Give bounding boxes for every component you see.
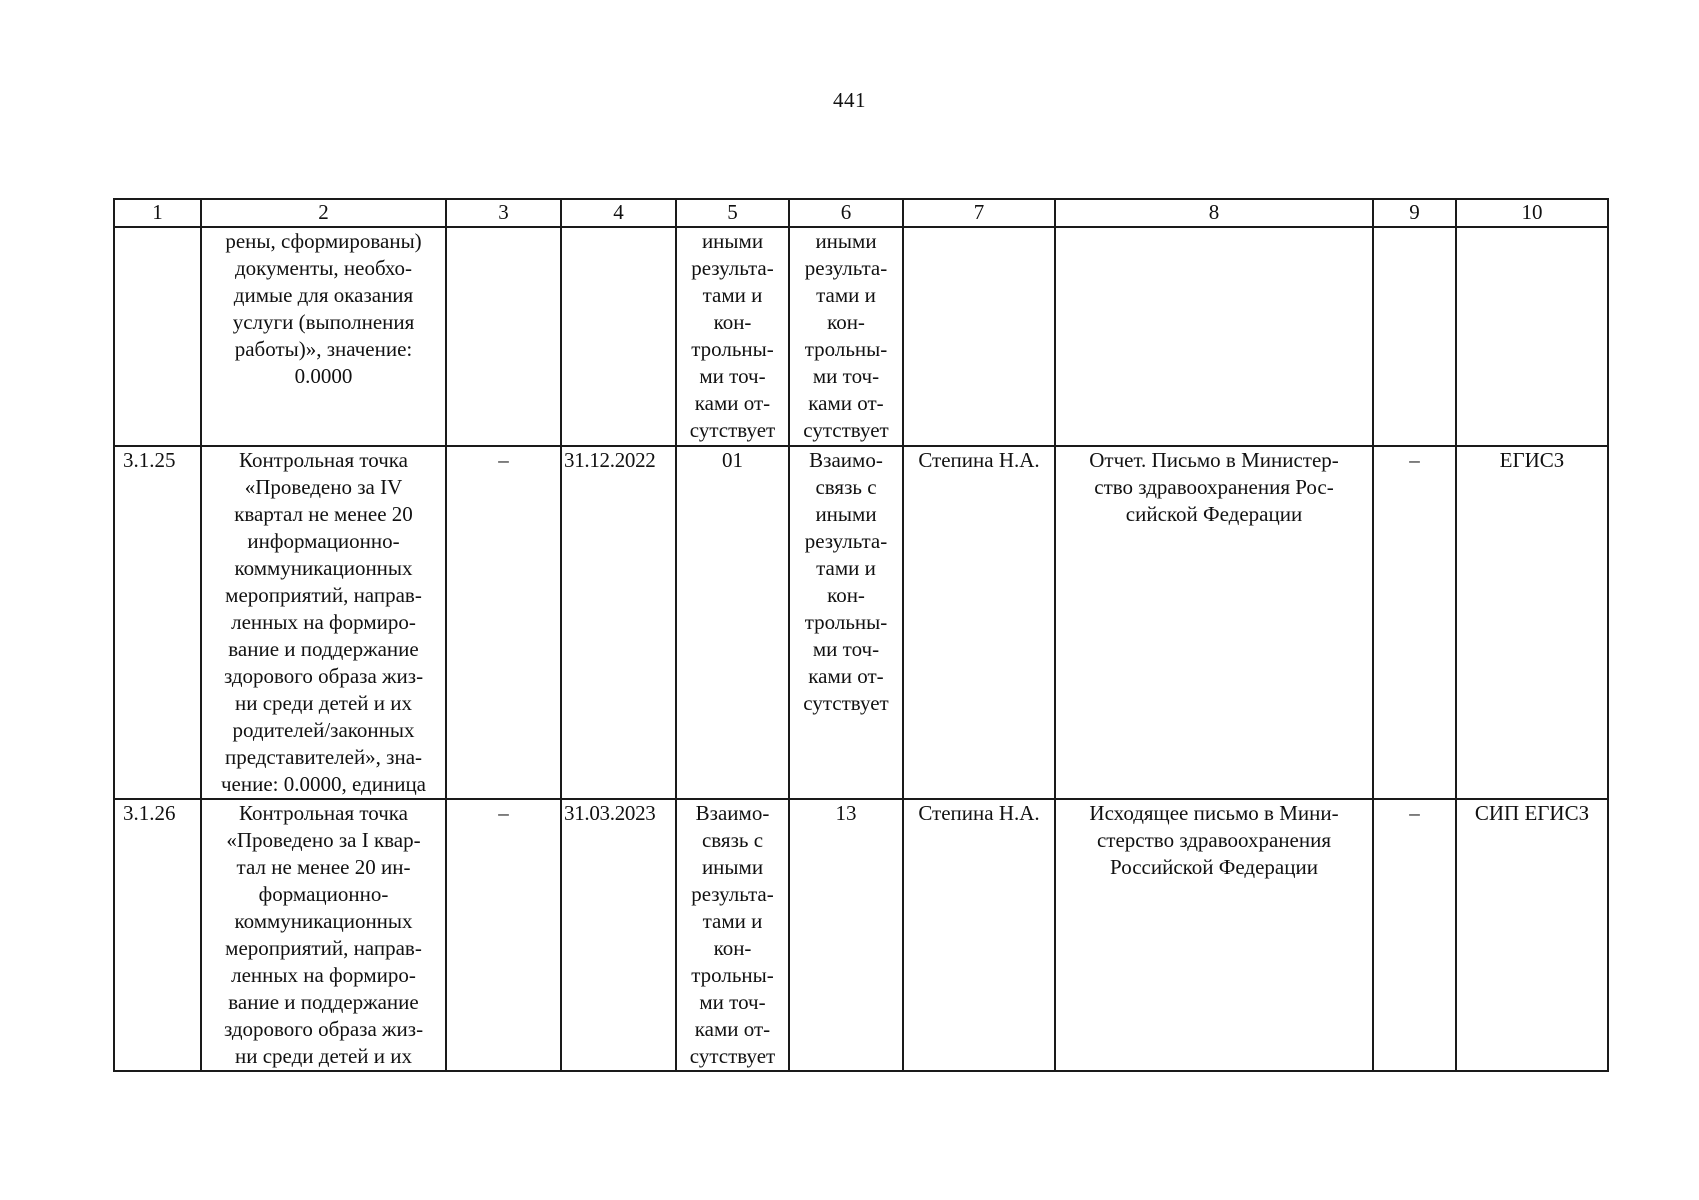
system-cell: ЕГИСЗ xyxy=(1456,446,1608,799)
responsible-cell xyxy=(903,227,1055,446)
system-cell: СИП ЕГИСЗ xyxy=(1456,799,1608,1071)
column-3-cell: – xyxy=(446,446,561,799)
responsible-cell: Степина Н.А. xyxy=(903,799,1055,1071)
column-header: 5 xyxy=(676,199,789,227)
description-cell: Контрольная точка «Проведено за I квар- тал не менее 20 ин- формационно- коммуникационных мероприятий, направ- ленных на формиро- вание и поддержание здорового образа жиз- ни среди детей и их xyxy=(201,799,446,1071)
column-6-cell: 13 xyxy=(789,799,903,1071)
responsible-cell: Степина Н.А. xyxy=(903,446,1055,799)
table-row xyxy=(114,799,1608,1071)
row-number-cell xyxy=(114,227,201,446)
column-9-cell: – xyxy=(1373,799,1456,1071)
column-header: 2 xyxy=(201,199,446,227)
description-cell: Контрольная точка «Проведено за IV квартал не менее 20 информационно- коммуникационных мероприятий, направ- ленных на формиро- вание и поддержание здорового образа жиз- ни среди детей и их родителей/законных представителей», зна- чение: 0.0000, единица xyxy=(201,446,446,799)
date-cell: 31.03.2023 xyxy=(561,799,676,1071)
table-row xyxy=(114,446,1608,799)
plan-table xyxy=(113,198,1609,1072)
document-cell: Исходящее письмо в Мини- стерство здравоохранения Российской Федерации xyxy=(1055,799,1373,1071)
column-5-cell: 01 xyxy=(676,446,789,799)
date-cell: 31.12.2022 xyxy=(561,446,676,799)
document-cell xyxy=(1055,227,1373,446)
description-cell: рены, сформированы) документы, необхо- димые для оказания услуги (выполнения работы)», значение: 0.0000 xyxy=(201,227,446,446)
document-cell: Отчет. Письмо в Министер- ство здравоохранения Рос- сийской Федерации xyxy=(1055,446,1373,799)
column-5-cell: иными результа- тами и кон- трольны- ми точ- ками от- сутствует xyxy=(676,227,789,446)
system-cell xyxy=(1456,227,1608,446)
column-header: 10 xyxy=(1456,199,1608,227)
column-5-cell: Взаимо- связь с иными результа- тами и кон- трольны- ми точ- ками от- сутствует xyxy=(676,799,789,1071)
page-number: 441 xyxy=(833,88,866,112)
date-cell xyxy=(561,227,676,446)
column-3-cell: – xyxy=(446,799,561,1071)
column-9-cell: – xyxy=(1373,446,1456,799)
column-header: 4 xyxy=(561,199,676,227)
column-header: 9 xyxy=(1373,199,1456,227)
column-header: 6 xyxy=(789,199,903,227)
column-9-cell xyxy=(1373,227,1456,446)
table-row xyxy=(114,227,1608,446)
row-number-cell: 3.1.26 xyxy=(114,799,201,1071)
row-number-cell: 3.1.25 xyxy=(114,446,201,799)
column-6-cell: Взаимо- связь с иными результа- тами и кон- трольны- ми точ- ками от- сутствует xyxy=(789,446,903,799)
column-header: 3 xyxy=(446,199,561,227)
column-number-row xyxy=(114,199,1608,227)
column-6-cell: иными результа- тами и кон- трольны- ми точ- ками от- сутствует xyxy=(789,227,903,446)
column-3-cell xyxy=(446,227,561,446)
column-header: 8 xyxy=(1055,199,1373,227)
column-header: 7 xyxy=(903,199,1055,227)
column-header: 1 xyxy=(114,199,201,227)
